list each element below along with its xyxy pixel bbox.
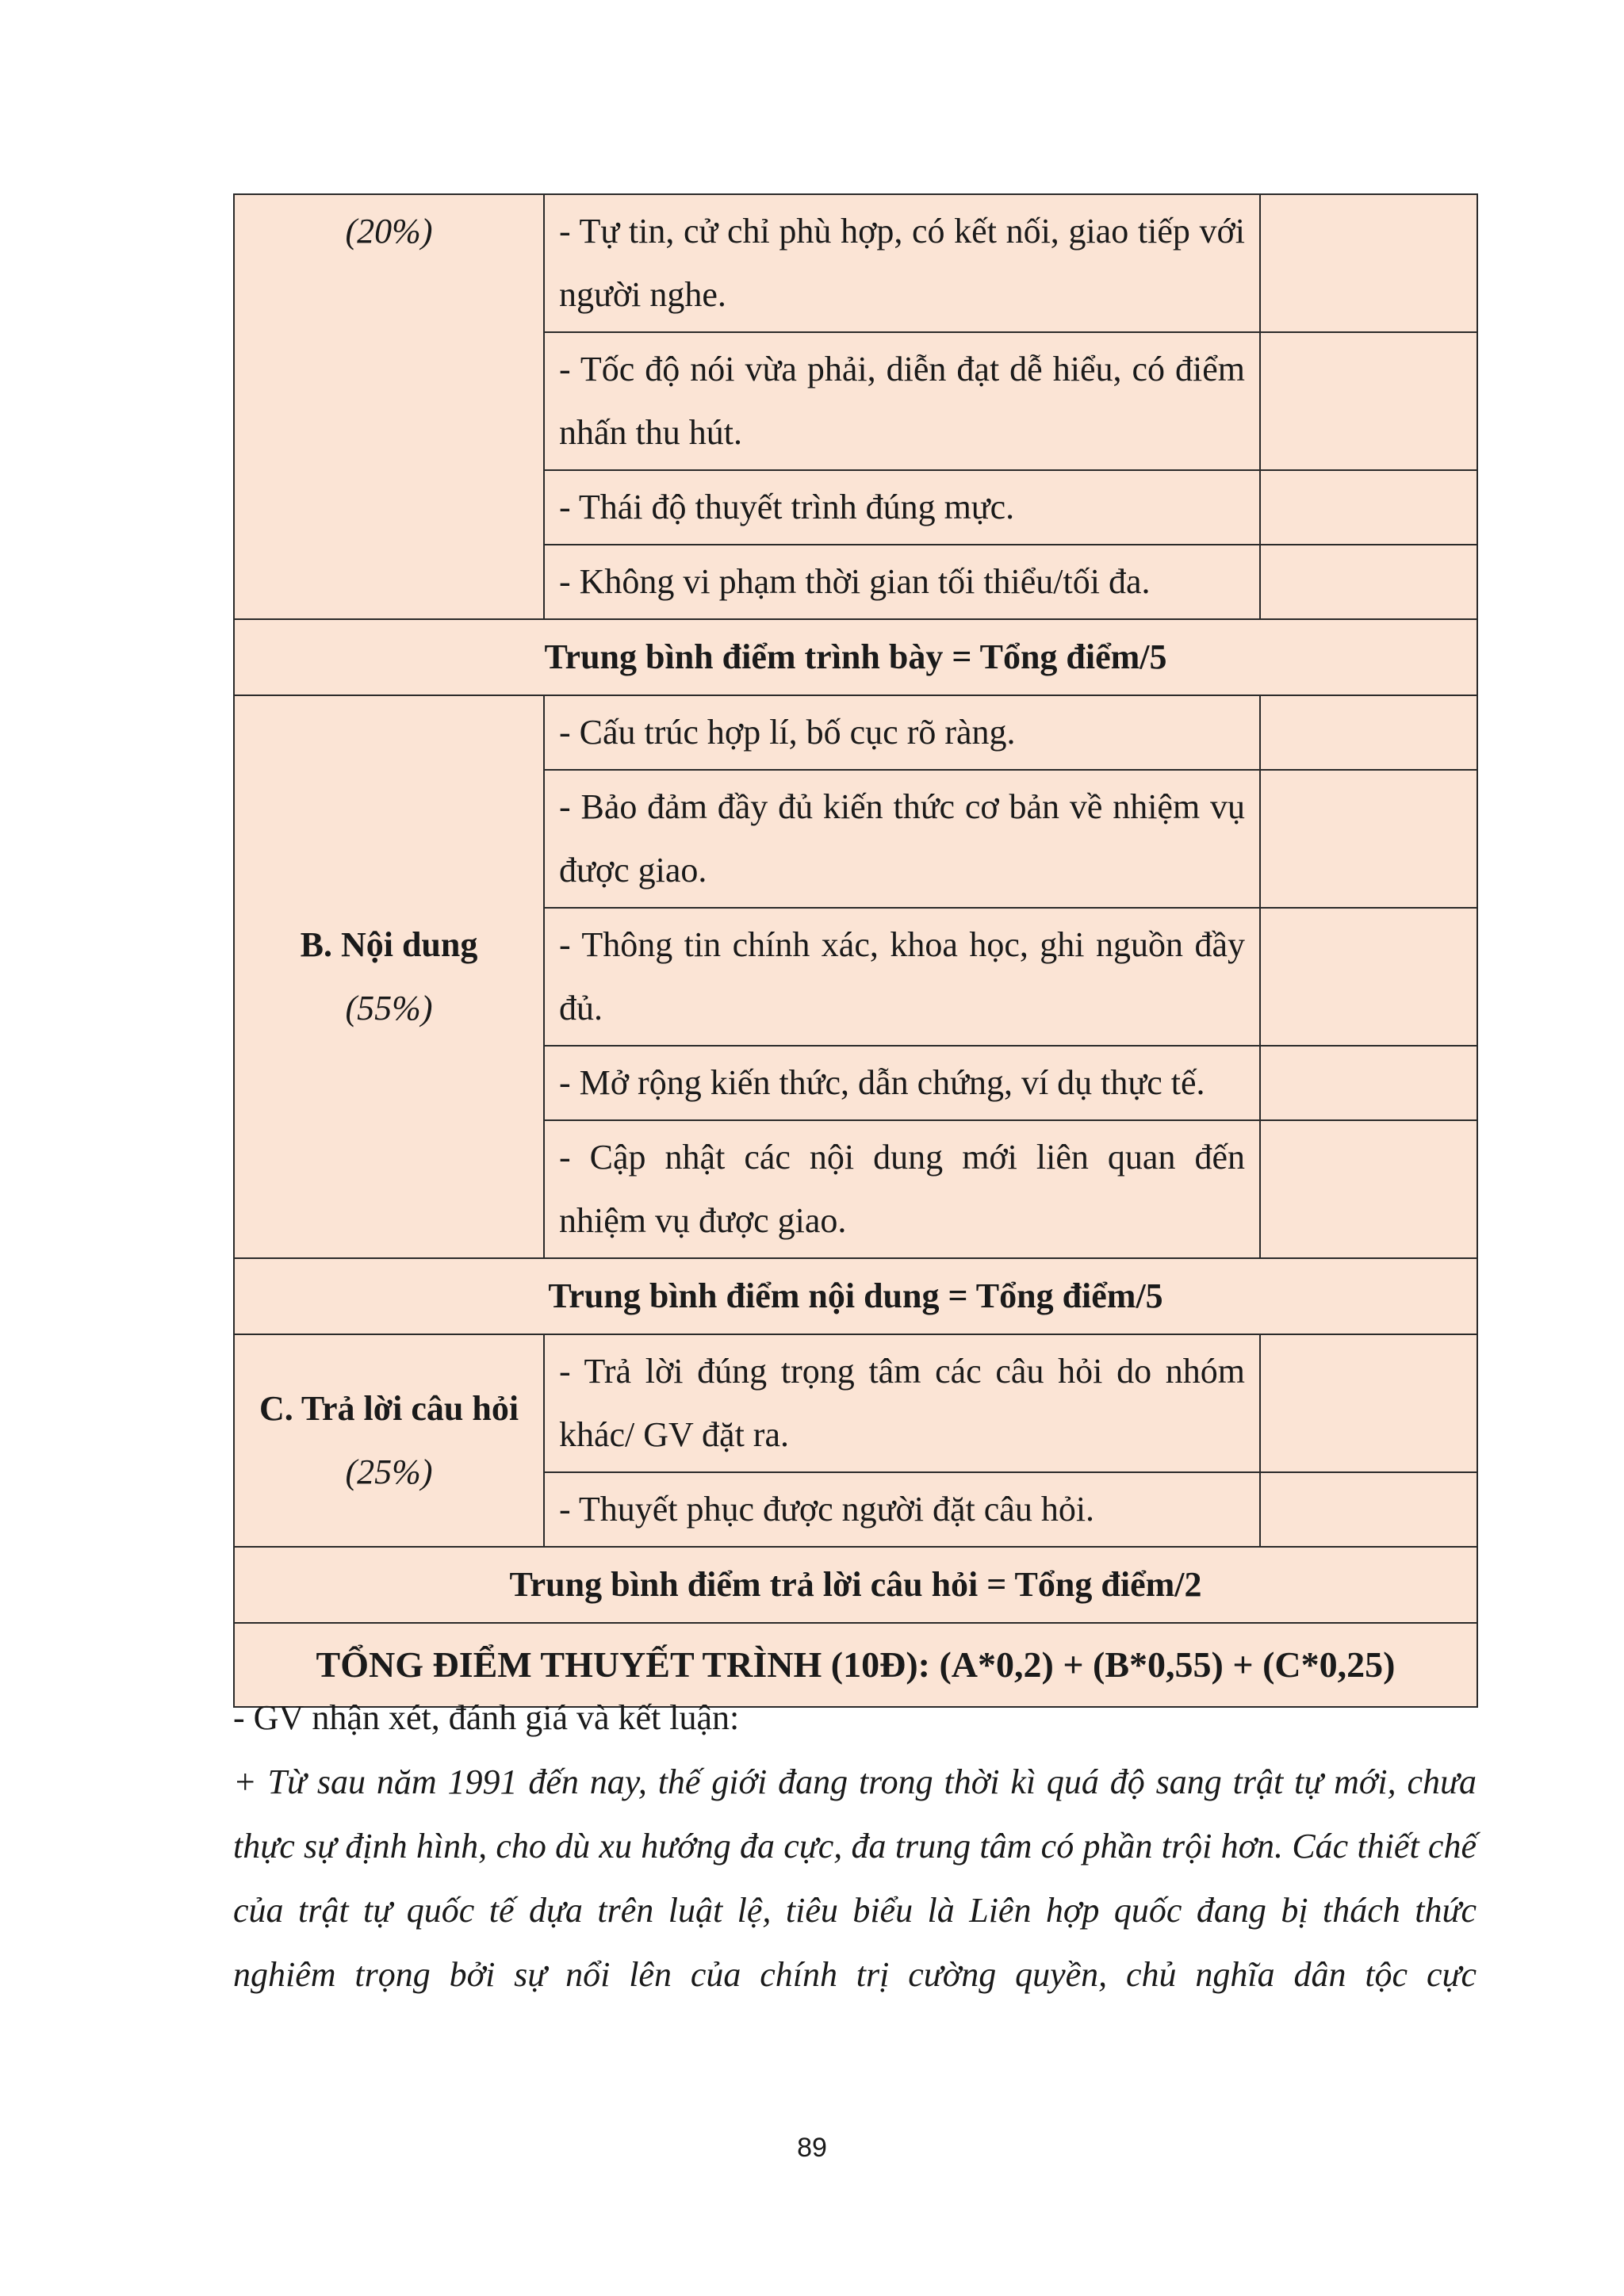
teacher-remark-intro: - GV nhận xét, đánh giá và kết luận: (233, 1698, 740, 1737)
criterion-cell: - Tự tin, cử chỉ phù hợp, có kết nối, giao tiếp với người nghe. (544, 194, 1260, 332)
summary-b-text: Trung bình điểm nội dung = Tổng điểm/5 (234, 1258, 1477, 1334)
criterion-cell: - Trả lời đúng trọng tâm các câu hỏi do nhóm khác/ GV đặt ra. (544, 1334, 1260, 1472)
summary-row-a (234, 619, 1477, 695)
score-cell[interactable] (1260, 194, 1477, 332)
score-cell[interactable] (1260, 1472, 1477, 1547)
score-cell[interactable] (1260, 770, 1477, 908)
summary-a-text: Trung bình điểm trình bày = Tổng điểm/5 (234, 619, 1477, 695)
conclusion-paragraph: + Từ sau năm 1991 đến nay, thế giới đang trong thời kì quá độ sang trật tự mới, chưa thực sự định hình, cho dù xu hướng đa cực, đa trung tâm có phần trội hơn. Các thiết chế của trật tự quốc tế dựa trên luật lệ, tiêu biểu là Liên hợp quốc đang bị thách thức nghiêm trọng bởi sự nổi lên của chính trị cường quyền, chủ nghĩa dân tộc cực (233, 1762, 1477, 1994)
rubric-row (234, 695, 1477, 770)
criterion-cell: - Không vi phạm thời gian tối thiểu/tối đa. (544, 545, 1260, 619)
score-cell[interactable] (1260, 908, 1477, 1046)
score-cell[interactable] (1260, 470, 1477, 545)
body-text (233, 1686, 1477, 2007)
group-a-percent: (20%) (345, 212, 433, 251)
criterion-cell: - Tốc độ nói vừa phải, diễn đạt dễ hiểu, có điểm nhấn thu hút. (544, 332, 1260, 470)
score-cell[interactable] (1260, 1120, 1477, 1258)
criterion-cell: - Thuyết phục được người đặt câu hỏi. (544, 1472, 1260, 1547)
group-b-percent: (55%) (345, 989, 433, 1027)
criterion-cell: - Thái độ thuyết trình đúng mực. (544, 470, 1260, 545)
page-number: 89 (797, 2133, 827, 2163)
rubric-row (234, 194, 1477, 332)
score-cell[interactable] (1260, 545, 1477, 619)
score-cell[interactable] (1260, 1334, 1477, 1472)
rubric-row (234, 1334, 1477, 1472)
score-cell[interactable] (1260, 332, 1477, 470)
score-cell[interactable] (1260, 1046, 1477, 1120)
score-cell[interactable] (1260, 695, 1477, 770)
group-b-cell (234, 695, 544, 1258)
total-formula: TỔNG ĐIỂM THUYẾT TRÌNH (10Đ): (A*0,2) + (B*0,55) + (C*0,25) (234, 1623, 1477, 1707)
summary-c-text: Trung bình điểm trả lời câu hỏi = Tổng điểm/2 (234, 1547, 1477, 1623)
group-c-percent: (25%) (345, 1452, 433, 1491)
summary-row-b (234, 1258, 1477, 1334)
criterion-cell: - Cập nhật các nội dung mới liên quan đến nhiệm vụ được giao. (544, 1120, 1260, 1258)
group-b-title: B. Nội dung (300, 925, 478, 964)
criterion-cell: - Mở rộng kiến thức, dẫn chứng, ví dụ thực tế. (544, 1046, 1260, 1120)
criterion-cell: - Cấu trúc hợp lí, bố cục rõ ràng. (544, 695, 1260, 770)
scoring-rubric-table (233, 193, 1478, 1708)
group-c-title: C. Trả lời câu hỏi (259, 1389, 519, 1428)
group-c-cell (234, 1334, 544, 1547)
criterion-cell: - Bảo đảm đầy đủ kiến thức cơ bản về nhiệm vụ được giao. (544, 770, 1260, 908)
summary-row-c (234, 1547, 1477, 1623)
group-a-cell (234, 194, 544, 619)
criterion-cell: - Thông tin chính xác, khoa học, ghi nguồn đầy đủ. (544, 908, 1260, 1046)
